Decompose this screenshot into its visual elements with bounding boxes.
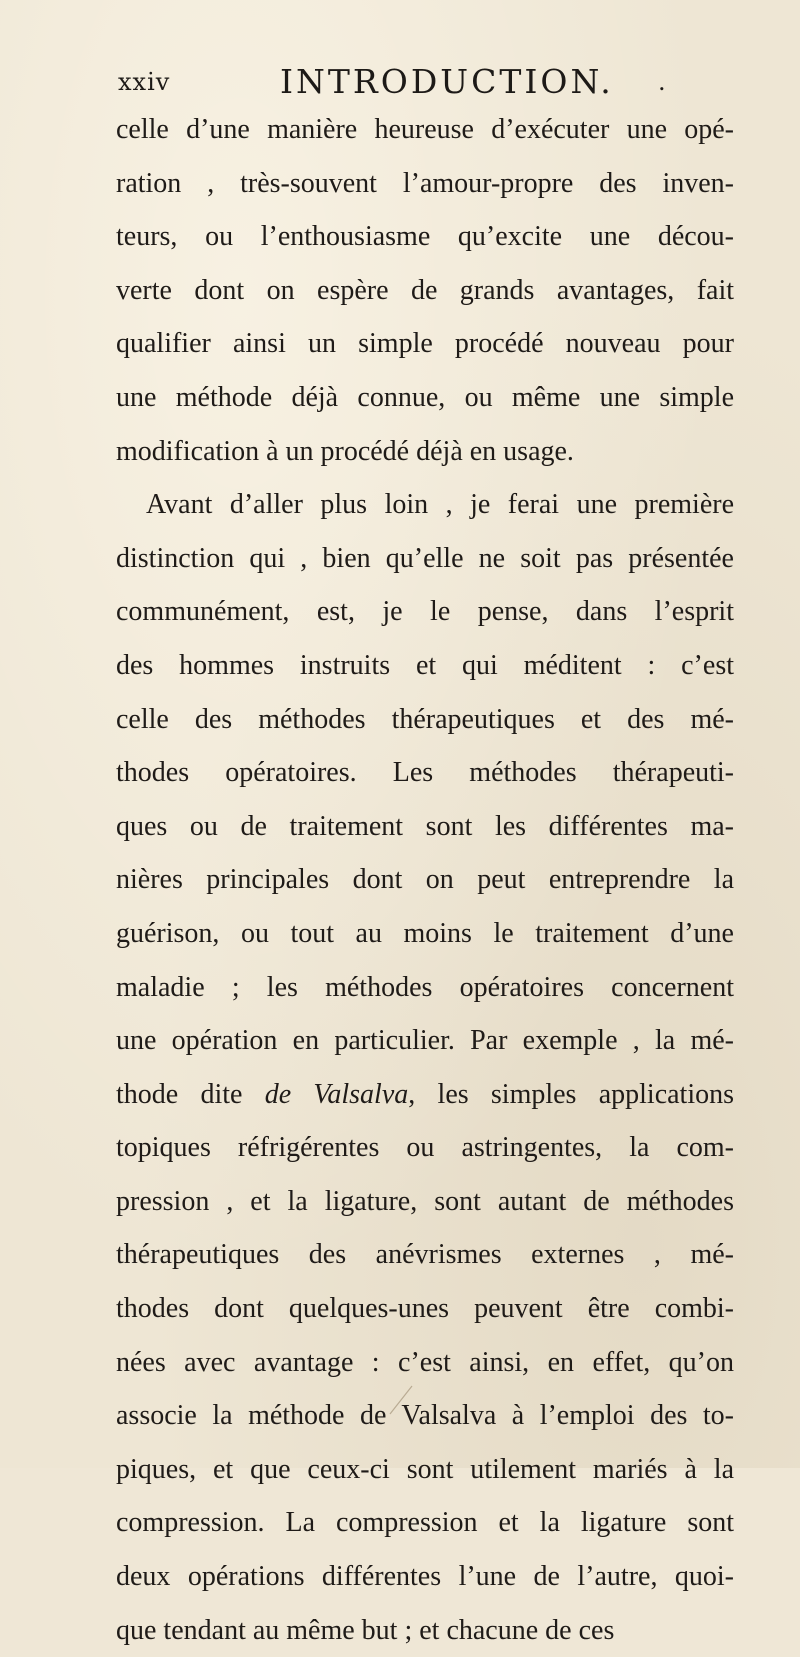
text-line <box>116 317 734 371</box>
text-line <box>116 1121 734 1175</box>
text-line <box>116 585 734 639</box>
text-segment: modification à un procédé déjà en usage. <box>116 435 574 467</box>
text-line <box>116 961 734 1015</box>
text-segment: une méthode déjà connue, ou même une simple <box>116 381 734 413</box>
text-segment: ques ou de traitement sont les différentes ma- <box>116 810 734 842</box>
text-segment: communément, est, je le pense, dans l’esprit <box>116 596 734 628</box>
text-segment: pression , et la ligature, sont autant de méthodes <box>116 1185 734 1217</box>
text-segment: verte dont on espère de grands avantages, fait <box>116 274 734 306</box>
text-line <box>116 532 734 586</box>
text-line <box>116 157 734 211</box>
text-line <box>116 1068 734 1122</box>
page-number: xxiv <box>118 68 171 96</box>
text-segment: deux opérations différentes l’une de l’autre, quoi- <box>116 1561 734 1593</box>
text-line <box>116 478 734 532</box>
text-line <box>116 210 734 264</box>
text-segment: teurs, ou l’enthousiasme qu’excite une décou- <box>116 221 734 253</box>
text-line <box>116 1550 734 1604</box>
text-segment: Avant d’aller plus loin , je ferai une première <box>146 489 734 521</box>
text-line <box>116 264 734 318</box>
text-segment: guérison, ou tout au moins le traitement d’une <box>116 917 734 949</box>
body-text <box>116 103 734 1657</box>
running-title: INTRODUCTION. <box>280 62 614 101</box>
text-line <box>116 800 734 854</box>
text-segment: ration , très-souvent l’amour-propre des inven- <box>116 167 734 199</box>
page-header <box>118 62 718 102</box>
pen-stroke-mark <box>382 1380 422 1420</box>
text-segment: thodes dont quelques-unes peuvent être combi- <box>116 1293 734 1325</box>
text-segment: piques, et que ceux-ci sont utilement mariés à la <box>116 1453 734 1485</box>
text-segment: nières principales dont on peut entreprendre la <box>116 864 734 896</box>
text-segment: nées avec avantage : c’est ainsi, en effet, qu’on <box>116 1346 734 1378</box>
header-mark: . <box>658 68 666 96</box>
text-segment: associe la méthode de Valsalva à l’emploi des to- <box>116 1400 734 1432</box>
text-line <box>116 693 734 747</box>
text-segment: , les simples applications <box>408 1078 734 1110</box>
text-line <box>116 371 734 425</box>
text-segment: distinction qui , bien qu’elle ne soit pas présentée <box>116 542 734 574</box>
text-segment: qualifier ainsi un simple procédé nouveau pour <box>116 328 734 360</box>
text-segment: thérapeutiques des anévrismes externes , mé- <box>116 1239 734 1271</box>
text-segment: thodes opératoires. Les méthodes thérapeuti- <box>116 757 734 789</box>
text-segment: des hommes instruits et qui méditent : c’est <box>116 649 734 681</box>
text-line <box>116 907 734 961</box>
text-line <box>116 853 734 907</box>
text-segment: maladie ; les méthodes opératoires concernent <box>116 971 734 1003</box>
text-line <box>116 103 734 157</box>
text-line <box>116 1175 734 1229</box>
text-line <box>116 1014 734 1068</box>
text-line <box>116 746 734 800</box>
text-line <box>116 1496 734 1550</box>
text-line <box>116 1443 734 1497</box>
text-segment: celle d’une manière heureuse d’exécuter une opé- <box>116 114 734 145</box>
text-line <box>116 425 734 479</box>
text-segment: topiques réfrigérentes ou astringentes, la com- <box>116 1132 734 1164</box>
text-line <box>116 1389 734 1443</box>
text-line <box>116 1604 734 1657</box>
text-segment: celle des méthodes thérapeutiques et des mé- <box>116 703 734 735</box>
text-segment: thode dite <box>116 1078 265 1110</box>
text-segment: une opération en particulier. Par exemple , la mé- <box>116 1025 734 1057</box>
text-line <box>116 1336 734 1390</box>
text-line <box>116 1228 734 1282</box>
text-segment: compression. La compression et la ligature sont <box>116 1507 734 1539</box>
text-segment: que tendant au même but ; et chacune de ces <box>116 1614 615 1646</box>
text-line <box>116 639 734 693</box>
italic-segment: de Valsalva <box>264 1078 409 1110</box>
text-line <box>116 1282 734 1336</box>
